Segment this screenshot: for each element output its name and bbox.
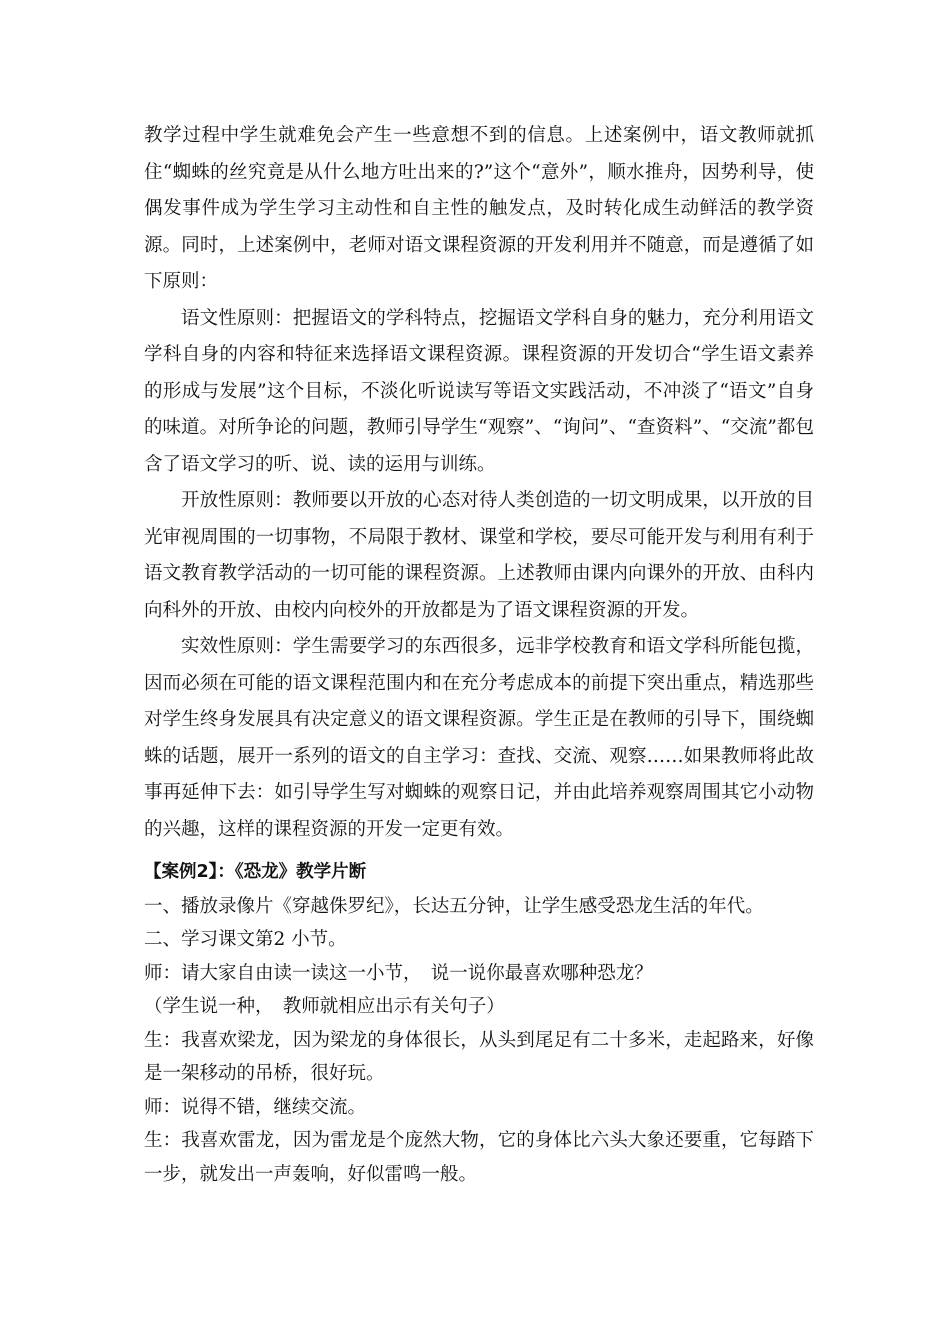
case2-heading: 【案例2】：《恐龙》教学片断 — [144, 862, 367, 882]
paragraph-intro: 教学过程中学生就难免会产生一些意想不到的信息。上述案例中，语文教师就抓住“蜘蛛的丝究竟是从什么地方吐出来的?”这个“意外”，顺水推舟，因势利导，使偶发事件成为学生学习主动性和自主性的触发点，及时转化成生动鲜活的教学资源。同时，上述案例中，老师对语文课程资源的开发利用并不随意，而是遵循了如下原则： — [144, 125, 814, 292]
case2-student-line-2: 生：我喜欢雷龙，因为雷龙是个庞然大物，它的身体比六头大象还要重，它每踏下一步，就发出一声轰响，好似雷鸣一般。 — [144, 1130, 814, 1185]
paragraph-language-principle: 语文性原则：把握语文的学科特点，挖掘语文学科自身的魅力，充分利用语文学科自身的内容和特征来选择语文课程资源。课程资源的开发切合“学生语文素养的形成与发展”这个目标，不淡化听说读写等语文实践活动，不冲淡了“语文”自身的味道。对所争论的问题，教师引导学生“观察”、“询问”、“查资料”、“交流”都包含了语文学习的听、说、读的运用与训练。 — [144, 307, 814, 475]
case2-note: （学生说一种， 教师就相应出示有关句子） — [144, 996, 505, 1017]
case2-teacher-line-1: 师：请大家自由读一读这一小节， 说一说你最喜欢哪种恐龙？ — [144, 962, 653, 984]
case2-student-line-1: 生：我喜欢梁龙，因为梁龙的身体很长，从头到尾足有二十多米，走起路来，好像是一架移动的吊桥，很好玩。 — [144, 1029, 814, 1084]
case2-step1: 一、播放录像片《穿越侏罗纪》，长达五分钟，让学生感受恐龙生活的年代。 — [144, 895, 764, 917]
body-text — [144, 118, 814, 848]
case2-teacher-line-2: 师：说得不错，继续交流。 — [144, 1096, 367, 1118]
case2-section — [144, 856, 814, 1191]
paragraph-openness-principle: 开放性原则：教师要以开放的心态对待人类创造的一切文明成果，以开放的目光审视周围的一切事物，不局限于教材、课堂和学校，要尽可能开发与利用有利于语文教育教学活动的一切可能的课程资源。上述教师由课内向课外的开放、由科内向科外的开放、由校内向校外的开放都是为了语文课程资源的开发。 — [144, 490, 814, 621]
case2-step2: 二、学习课文第2 小节。 — [144, 929, 347, 950]
paragraph-effectiveness-principle: 实效性原则：学生需要学习的东西很多，远非学校教育和语文学科所能包揽，因而必须在可能的语文课程范围内和在充分考虑成本的前提下突出重点，精选那些对学生终身发展具有决定意义的语文课程资源。学生正是在教师的引导下，围绕蜘蛛的话题，展开一系列的语文的自主学习：查找、交流、观察……如果教师将此故事再延伸下去：如引导学生写对蜘蛛的观察日记，并由此培养观察周围其它小动物的兴趣，这样的课程资源的开发一定更有效。 — [144, 636, 814, 840]
